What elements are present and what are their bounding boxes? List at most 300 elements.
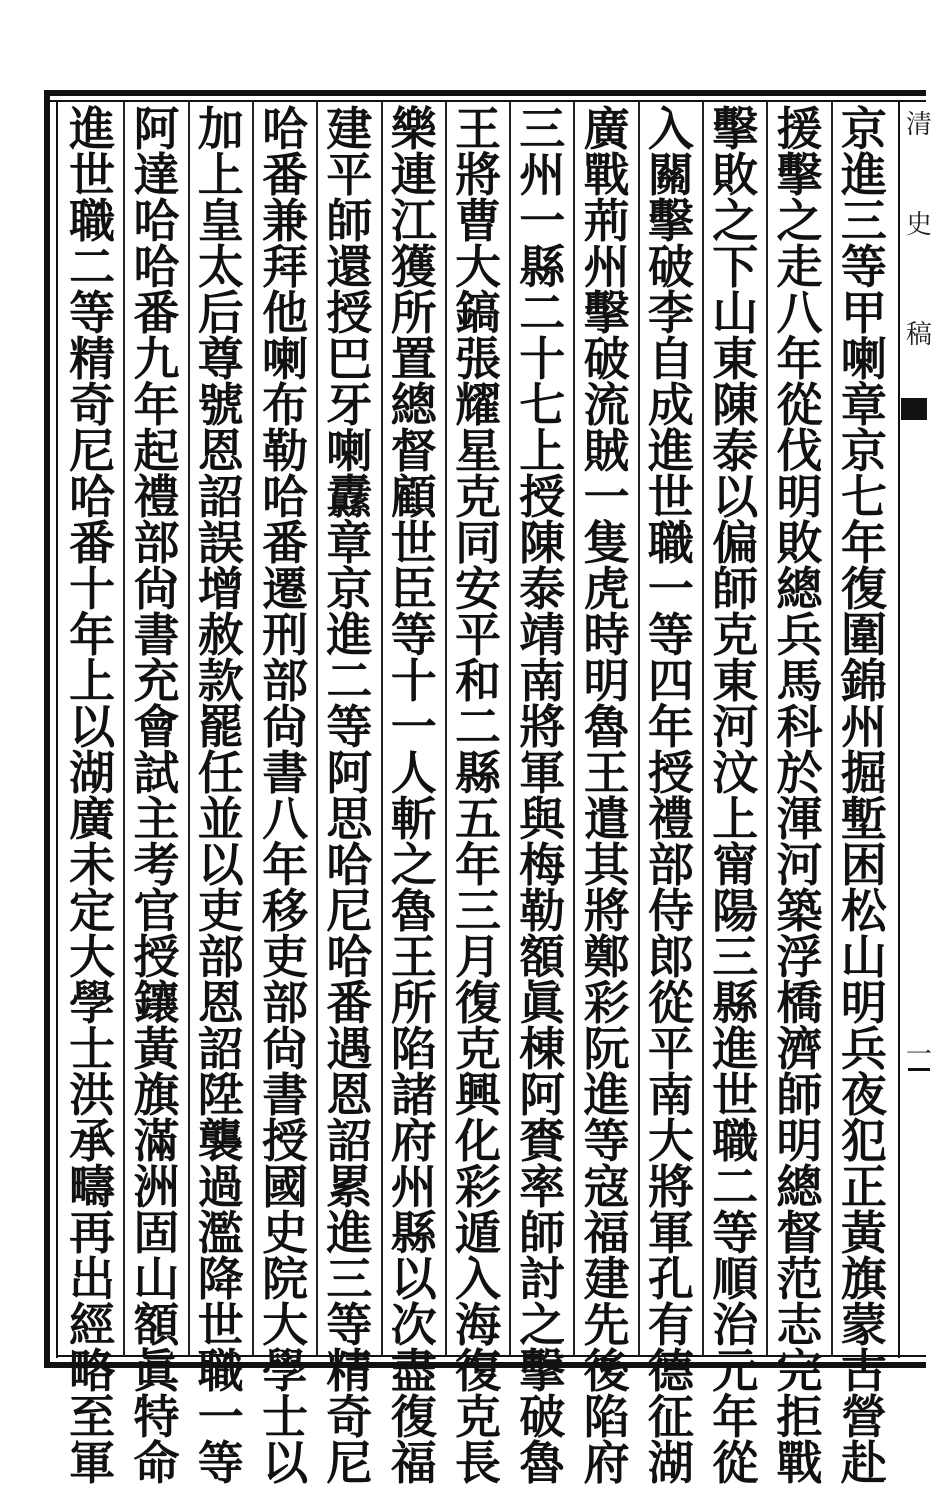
glyph: 號 — [197, 378, 244, 432]
glyph: 圍 — [840, 608, 887, 662]
glyph: 時 — [583, 608, 630, 662]
glyph: 荊 — [583, 194, 630, 248]
glyph: 伐 — [776, 424, 823, 478]
glyph: 王 — [390, 930, 437, 984]
glyph: 授 — [647, 746, 694, 800]
glyph: 曹 — [455, 194, 501, 248]
glyph: 福 — [583, 1206, 630, 1260]
glyph: 夜 — [840, 1068, 887, 1122]
glyph: 李 — [647, 286, 694, 340]
glyph: 哈 — [262, 470, 309, 524]
glyph: 額 — [519, 930, 566, 984]
glyph: 年 — [776, 332, 823, 386]
glyph: 州 — [840, 700, 887, 754]
column-rule — [509, 102, 511, 1356]
glyph: 喇 — [840, 332, 887, 386]
glyph: 濫 — [197, 1206, 244, 1260]
glyph: 職 — [69, 194, 116, 248]
glyph: 將 — [583, 884, 630, 938]
glyph: 王 — [455, 102, 501, 156]
glyph: 刑 — [262, 608, 309, 662]
glyph: 軍 — [519, 746, 566, 800]
glyph: 牙 — [326, 378, 373, 432]
glyph: 五 — [455, 792, 501, 846]
glyph: 哈 — [133, 240, 180, 294]
glyph: 款 — [197, 654, 244, 708]
glyph: 總 — [776, 562, 823, 616]
glyph: 置 — [390, 332, 437, 386]
glyph: 史 — [262, 1206, 309, 1260]
glyph: 奇 — [326, 1390, 373, 1444]
glyph: 黃 — [133, 1022, 180, 1076]
glyph: 等 — [712, 1206, 759, 1260]
glyph: 大 — [69, 930, 116, 984]
glyph: 學 — [262, 1344, 309, 1398]
glyph: 承 — [69, 1114, 116, 1168]
glyph: 廣 — [583, 102, 630, 156]
glyph: 之 — [776, 194, 823, 248]
glyph: 其 — [583, 838, 630, 892]
glyph: 安 — [455, 562, 501, 616]
glyph: 兵 — [840, 1022, 887, 1076]
glyph: 和 — [455, 654, 501, 708]
glyph: 吏 — [197, 884, 244, 938]
frame-left-inner-border — [56, 100, 58, 1358]
glyph: 勒 — [519, 884, 566, 938]
glyph: 志 — [776, 1298, 823, 1352]
glyph: 人 — [390, 746, 437, 800]
glyph: 興 — [455, 1068, 501, 1122]
glyph: 阿 — [519, 1068, 566, 1122]
glyph: 至 — [69, 1390, 116, 1444]
glyph: 甯 — [712, 838, 759, 892]
glyph: 二 — [712, 1160, 759, 1214]
glyph: 靖 — [519, 608, 566, 662]
glyph: 年 — [647, 700, 694, 754]
glyph: 書 — [262, 746, 309, 800]
glyph: 關 — [647, 148, 694, 202]
glyph: 棟 — [519, 1022, 566, 1076]
glyph: 科 — [776, 700, 823, 754]
glyph: 從 — [776, 378, 823, 432]
glyph: 書 — [262, 1068, 309, 1122]
glyph: 授 — [262, 1114, 309, 1168]
glyph: 進 — [69, 102, 116, 156]
glyph: 二 — [326, 654, 373, 708]
glyph: 縣 — [390, 1206, 437, 1260]
glyph: 成 — [647, 378, 694, 432]
glyph: 擊 — [712, 102, 759, 156]
glyph: 士 — [69, 1022, 116, 1076]
glyph: 師 — [776, 1068, 823, 1122]
glyph: 再 — [69, 1206, 116, 1260]
glyph: 禮 — [133, 470, 180, 524]
fold-glyph: 稿 — [905, 320, 932, 350]
glyph: 起 — [133, 424, 180, 478]
glyph: 特 — [133, 1390, 180, 1444]
glyph: 明 — [840, 976, 887, 1030]
glyph: 等 — [647, 608, 694, 662]
glyph: 縣 — [455, 746, 501, 800]
glyph: 寇 — [583, 1160, 630, 1214]
glyph: 拒 — [776, 1390, 823, 1444]
glyph: 郎 — [647, 930, 694, 984]
glyph: 平 — [455, 608, 501, 662]
glyph: 建 — [583, 1252, 630, 1306]
glyph: 二 — [69, 240, 116, 294]
glyph: 元 — [712, 1344, 759, 1398]
glyph: 黃 — [840, 1206, 887, 1260]
glyph: 三 — [326, 1252, 373, 1306]
text-column-12 — [125, 102, 187, 1490]
text-column-8 — [383, 102, 445, 1490]
glyph: 部 — [647, 838, 694, 892]
column-rule — [188, 102, 190, 1356]
glyph: 顧 — [390, 470, 437, 524]
glyph: 先 — [583, 1298, 630, 1352]
glyph: 連 — [390, 148, 437, 202]
glyph: 三 — [455, 884, 501, 938]
glyph: 州 — [583, 240, 630, 294]
glyph: 尙 — [262, 1022, 309, 1076]
column-rule — [316, 102, 318, 1356]
glyph: 阮 — [583, 1022, 630, 1076]
glyph: 橋 — [776, 976, 823, 1030]
glyph: 襲 — [197, 1114, 244, 1168]
column-rule — [638, 102, 640, 1356]
glyph: 七 — [840, 470, 887, 524]
glyph: 進 — [712, 1022, 759, 1076]
glyph: 等 — [69, 286, 116, 340]
glyph: 加 — [197, 102, 244, 156]
glyph: 出 — [69, 1252, 116, 1306]
glyph: 進 — [326, 1206, 373, 1260]
glyph: 七 — [519, 378, 566, 432]
glyph: 師 — [326, 194, 373, 248]
glyph: 旗 — [133, 1068, 180, 1122]
glyph: 蒙 — [840, 1298, 887, 1352]
glyph: 學 — [69, 976, 116, 1030]
glyph: 敗 — [712, 148, 759, 202]
glyph: 賚 — [519, 1114, 566, 1168]
glyph: 哈 — [69, 470, 116, 524]
glyph: 增 — [197, 562, 244, 616]
glyph: 流 — [583, 378, 630, 432]
glyph: 部 — [262, 654, 309, 708]
glyph: 將 — [455, 148, 501, 202]
glyph: 克 — [455, 1390, 501, 1444]
glyph: 眞 — [519, 976, 566, 1030]
glyph: 泰 — [712, 424, 759, 478]
glyph: 從 — [647, 976, 694, 1030]
glyph: 困 — [840, 838, 887, 892]
glyph: 授 — [519, 470, 566, 524]
glyph: 任 — [197, 746, 244, 800]
glyph: 入 — [455, 1252, 501, 1306]
glyph: 等 — [197, 1436, 244, 1490]
glyph: 士 — [262, 1390, 309, 1444]
glyph: 明 — [776, 1114, 823, 1168]
glyph: 以 — [390, 1252, 437, 1306]
glyph: 纛 — [326, 470, 373, 524]
text-column-5 — [576, 102, 638, 1490]
glyph: 累 — [326, 1160, 373, 1214]
glyph: 一 — [197, 1390, 244, 1444]
glyph: 三 — [519, 102, 566, 156]
glyph: 從 — [712, 1436, 759, 1490]
glyph: 年 — [262, 838, 309, 892]
glyph: 年 — [69, 608, 116, 662]
glyph: 張 — [455, 332, 501, 386]
text-column-4 — [640, 102, 702, 1490]
glyph: 陞 — [197, 1068, 244, 1122]
glyph: 部 — [262, 976, 309, 1030]
glyph: 移 — [262, 884, 309, 938]
glyph: 州 — [519, 148, 566, 202]
glyph: 王 — [583, 746, 630, 800]
glyph: 復 — [455, 976, 501, 1030]
glyph: 大 — [455, 240, 501, 294]
text-column-11 — [190, 102, 252, 1490]
glyph: 擊 — [583, 286, 630, 340]
glyph: 築 — [776, 884, 823, 938]
glyph: 部 — [197, 930, 244, 984]
glyph: 皇 — [197, 194, 244, 248]
glyph: 走 — [776, 240, 823, 294]
glyph: 誤 — [197, 516, 244, 570]
glyph: 恩 — [197, 976, 244, 1030]
glyph: 明 — [776, 470, 823, 524]
column-rule — [445, 102, 447, 1356]
glyph: 南 — [519, 654, 566, 708]
glyph: 充 — [133, 654, 180, 708]
glyph: 克 — [712, 608, 759, 662]
glyph: 遇 — [326, 1022, 373, 1076]
glyph: 尼 — [326, 1436, 373, 1490]
glyph: 軍 — [69, 1436, 116, 1490]
glyph: 擊 — [519, 1344, 566, 1398]
glyph: 破 — [583, 332, 630, 386]
glyph: 魯 — [390, 884, 437, 938]
glyph: 八 — [262, 792, 309, 846]
glyph: 職 — [647, 516, 694, 570]
glyph: 耀 — [455, 378, 501, 432]
glyph: 一 — [390, 700, 437, 754]
glyph: 巴 — [326, 332, 373, 386]
glyph: 等 — [326, 700, 373, 754]
glyph: 京 — [326, 562, 373, 616]
glyph: 軍 — [647, 1206, 694, 1260]
glyph: 尼 — [326, 884, 373, 938]
glyph: 陽 — [712, 884, 759, 938]
glyph: 以 — [262, 1436, 309, 1490]
glyph: 甲 — [840, 286, 887, 340]
glyph: 未 — [69, 838, 116, 892]
text-column-2 — [769, 102, 831, 1490]
glyph: 三 — [840, 194, 887, 248]
glyph: 詔 — [326, 1114, 373, 1168]
glyph: 斬 — [390, 792, 437, 846]
glyph: 進 — [840, 148, 887, 202]
glyph: 之 — [519, 1298, 566, 1352]
glyph: 虎 — [583, 562, 630, 616]
glyph: 固 — [133, 1206, 180, 1260]
column-rule — [702, 102, 704, 1356]
glyph: 罷 — [197, 700, 244, 754]
glyph: 平 — [326, 148, 373, 202]
glyph: 賊 — [583, 424, 630, 478]
glyph: 略 — [69, 1344, 116, 1398]
glyph: 隻 — [583, 516, 630, 570]
frame-top-border — [46, 90, 926, 96]
glyph: 上 — [519, 424, 566, 478]
glyph: 四 — [647, 654, 694, 708]
glyph: 尊 — [197, 332, 244, 386]
glyph: 孔 — [647, 1252, 694, 1306]
glyph: 之 — [390, 838, 437, 892]
glyph: 禮 — [647, 792, 694, 846]
glyph: 松 — [840, 884, 887, 938]
glyph: 遁 — [455, 1206, 501, 1260]
glyph: 一 — [647, 562, 694, 616]
glyph: 馬 — [776, 654, 823, 708]
glyph: 尼 — [69, 424, 116, 478]
column-rule — [831, 102, 833, 1356]
glyph: 大 — [262, 1298, 309, 1352]
glyph: 大 — [647, 1114, 694, 1168]
glyph: 河 — [776, 838, 823, 892]
glyph: 國 — [262, 1160, 309, 1214]
glyph: 督 — [390, 424, 437, 478]
glyph: 番 — [69, 516, 116, 570]
glyph: 南 — [647, 1068, 694, 1122]
glyph: 尙 — [262, 700, 309, 754]
glyph: 精 — [69, 332, 116, 386]
glyph: 章 — [840, 378, 887, 432]
glyph: 陳 — [519, 516, 566, 570]
glyph: 主 — [133, 792, 180, 846]
glyph: 濟 — [776, 1022, 823, 1076]
glyph: 盡 — [390, 1344, 437, 1398]
glyph: 等 — [583, 1114, 630, 1168]
glyph: 二 — [519, 286, 566, 340]
glyph: 山 — [712, 286, 759, 340]
glyph: 兵 — [776, 608, 823, 662]
text-column-13 — [61, 102, 123, 1490]
text-column-1 — [833, 102, 895, 1490]
glyph: 布 — [262, 378, 309, 432]
glyph: 章 — [326, 516, 373, 570]
glyph: 進 — [583, 1068, 630, 1122]
glyph: 破 — [519, 1390, 566, 1444]
glyph: 拜 — [262, 240, 309, 294]
glyph: 后 — [197, 286, 244, 340]
glyph: 勒 — [262, 424, 309, 478]
glyph: 州 — [390, 1160, 437, 1214]
glyph: 率 — [519, 1160, 566, 1214]
glyph: 一 — [583, 470, 630, 524]
glyph: 將 — [519, 700, 566, 754]
text-column-6 — [511, 102, 573, 1490]
glyph: 縣 — [712, 976, 759, 1030]
glyph: 十 — [69, 562, 116, 616]
glyph: 八 — [776, 286, 823, 340]
glyph: 渾 — [776, 792, 823, 846]
glyph: 太 — [197, 240, 244, 294]
glyph: 額 — [133, 1298, 180, 1352]
glyph: 汶 — [712, 746, 759, 800]
glyph: 兼 — [262, 194, 309, 248]
glyph: 還 — [326, 240, 373, 294]
glyph: 職 — [712, 1114, 759, 1168]
glyph: 總 — [776, 1160, 823, 1214]
glyph: 一 — [519, 194, 566, 248]
glyph: 戰 — [583, 148, 630, 202]
glyph: 偏 — [712, 516, 759, 570]
glyph: 世 — [390, 516, 437, 570]
glyph: 湖 — [69, 746, 116, 800]
glyph: 院 — [262, 1252, 309, 1306]
glyph: 彩 — [583, 976, 630, 1030]
glyph: 治 — [712, 1298, 759, 1352]
column-rule — [123, 102, 125, 1356]
glyph: 以 — [69, 700, 116, 754]
glyph: 陳 — [712, 378, 759, 432]
glyph: 正 — [840, 1160, 887, 1214]
glyph: 旗 — [840, 1252, 887, 1306]
glyph: 古 — [840, 1344, 887, 1398]
glyph: 番 — [133, 286, 180, 340]
glyph: 官 — [133, 884, 180, 938]
glyph: 入 — [647, 102, 694, 156]
column-rule — [381, 102, 383, 1356]
glyph: 番 — [262, 516, 309, 570]
glyph: 戰 — [776, 1436, 823, 1490]
glyph: 番 — [326, 976, 373, 1030]
glyph: 以 — [197, 838, 244, 892]
frame-left-border — [44, 90, 50, 1368]
glyph: 京 — [840, 102, 887, 156]
glyph: 年 — [840, 516, 887, 570]
glyph: 星 — [455, 424, 501, 478]
glyph: 山 — [133, 1252, 180, 1306]
glyph: 等 — [840, 240, 887, 294]
glyph: 諸 — [390, 1068, 437, 1122]
glyph: 平 — [647, 1022, 694, 1076]
glyph: 湖 — [647, 1436, 694, 1490]
glyph: 營 — [840, 1390, 887, 1444]
text-column-3 — [704, 102, 766, 1490]
glyph: 府 — [390, 1114, 437, 1168]
glyph: 與 — [519, 792, 566, 846]
glyph: 擊 — [647, 194, 694, 248]
glyph: 書 — [133, 608, 180, 662]
glyph: 世 — [197, 1298, 244, 1352]
glyph: 十 — [519, 332, 566, 386]
glyph: 魯 — [519, 1436, 566, 1490]
fold-column-border — [898, 100, 900, 1358]
glyph: 洪 — [69, 1068, 116, 1122]
column-rule — [766, 102, 768, 1356]
glyph: 長 — [455, 1436, 501, 1490]
glyph: 部 — [133, 516, 180, 570]
glyph: 思 — [326, 792, 373, 846]
glyph: 討 — [519, 1252, 566, 1306]
glyph: 督 — [776, 1206, 823, 1260]
glyph: 進 — [326, 608, 373, 662]
glyph: 上 — [197, 148, 244, 202]
glyph: 東 — [712, 332, 759, 386]
